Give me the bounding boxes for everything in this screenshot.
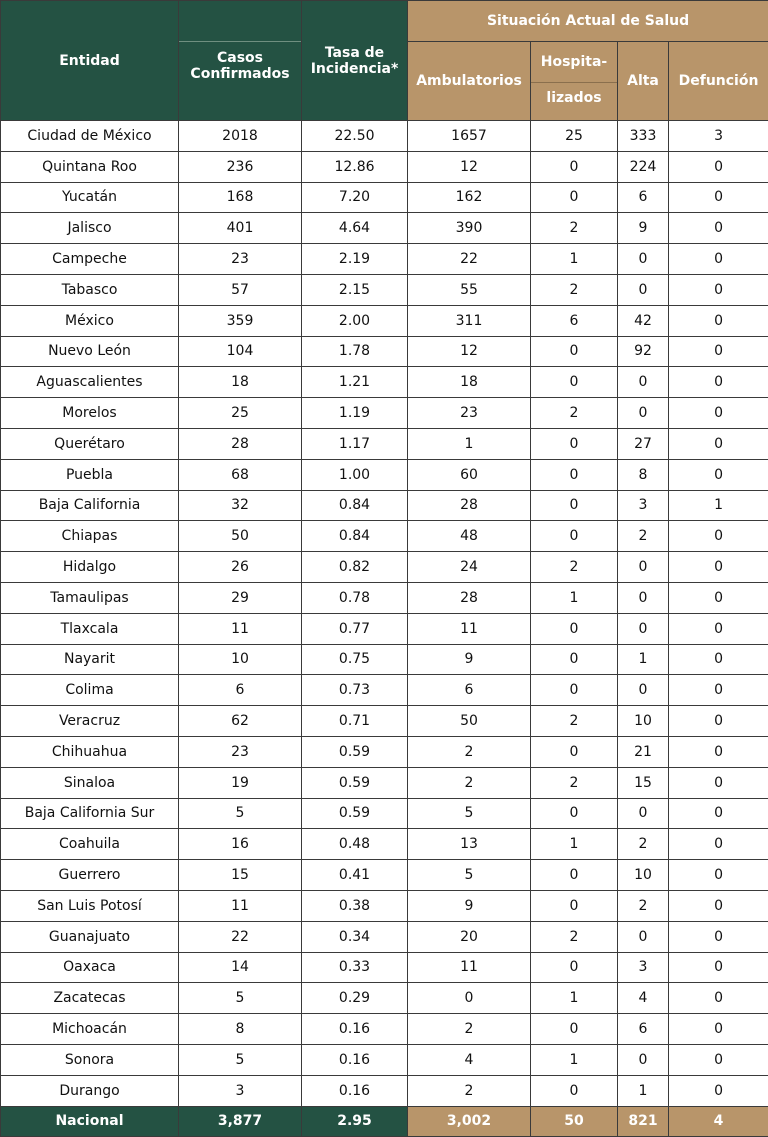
table-footer (1, 1106, 768, 1136)
cell-alta: 6 (618, 1014, 669, 1045)
cell-alta: 2 (618, 829, 669, 860)
cell-defuncion: 0 (669, 305, 768, 336)
table-row (1, 829, 768, 860)
cell-entidad: Oaxaca (1, 952, 179, 983)
cell-casos: 168 (179, 182, 302, 213)
cell-casos: 401 (179, 213, 302, 244)
cell-casos: 25 (179, 398, 302, 429)
cell-tasa: 0.16 (302, 1044, 408, 1075)
cell-ambulatorios: 9 (408, 890, 531, 921)
table-row (1, 952, 768, 983)
cell-alta: 21 (618, 736, 669, 767)
cell-alta: 0 (618, 367, 669, 398)
cell-alta: 15 (618, 767, 669, 798)
cell-ambulatorios: 12 (408, 151, 531, 182)
cell-alta: 1 (618, 1075, 669, 1106)
cell-tasa: 0.77 (302, 613, 408, 644)
cell-casos: 68 (179, 459, 302, 490)
cell-casos: 5 (179, 1044, 302, 1075)
table-row (1, 182, 768, 213)
cell-casos: 6 (179, 675, 302, 706)
cell-tasa: 1.00 (302, 459, 408, 490)
header-hospitalizados (531, 42, 618, 121)
cell-defuncion: 0 (669, 1044, 768, 1075)
cell-tasa: 1.78 (302, 336, 408, 367)
cell-tasa: 0.34 (302, 921, 408, 952)
cell-hospitalizados: 2 (531, 552, 618, 583)
cell-hospitalizados: 1 (531, 983, 618, 1014)
total-row (1, 1106, 768, 1136)
cell-ambulatorios: 11 (408, 952, 531, 983)
table-row (1, 428, 768, 459)
cell-ambulatorios: 2 (408, 767, 531, 798)
cell-alta: 0 (618, 274, 669, 305)
cell-tasa: 7.20 (302, 182, 408, 213)
cell-alta: 9 (618, 213, 669, 244)
cell-tasa: 0.59 (302, 798, 408, 829)
cell-hospitalizados: 0 (531, 736, 618, 767)
cell-ambulatorios: 6 (408, 675, 531, 706)
cell-hospitalizados: 0 (531, 890, 618, 921)
cell-tasa: 0.38 (302, 890, 408, 921)
cell-casos: 50 (179, 521, 302, 552)
cell-entidad: Guerrero (1, 860, 179, 891)
cell-entidad: Durango (1, 1075, 179, 1106)
table-header (1, 1, 768, 121)
cell-hospitalizados: 0 (531, 336, 618, 367)
table-row (1, 459, 768, 490)
total-defuncion: 4 (669, 1106, 768, 1136)
cell-alta: 92 (618, 336, 669, 367)
cell-defuncion: 0 (669, 459, 768, 490)
cell-defuncion: 0 (669, 274, 768, 305)
cell-alta: 0 (618, 552, 669, 583)
cell-alta: 2 (618, 521, 669, 552)
cell-hospitalizados: 0 (531, 521, 618, 552)
cell-hospitalizados: 0 (531, 151, 618, 182)
table-row (1, 521, 768, 552)
table-row (1, 552, 768, 583)
cell-entidad: Jalisco (1, 213, 179, 244)
cell-hospitalizados: 2 (531, 767, 618, 798)
total-hospitalizados: 50 (531, 1106, 618, 1136)
cell-casos: 236 (179, 151, 302, 182)
cell-tasa: 0.75 (302, 644, 408, 675)
cell-hospitalizados: 0 (531, 613, 618, 644)
cell-casos: 359 (179, 305, 302, 336)
total-tasa: 2.95 (302, 1106, 408, 1136)
cell-tasa: 0.59 (302, 736, 408, 767)
cell-alta: 1 (618, 644, 669, 675)
cell-defuncion: 0 (669, 521, 768, 552)
cell-defuncion: 0 (669, 644, 768, 675)
cell-defuncion: 0 (669, 921, 768, 952)
cell-ambulatorios: 18 (408, 367, 531, 398)
cell-hospitalizados: 1 (531, 1044, 618, 1075)
cell-tasa: 4.64 (302, 213, 408, 244)
cell-defuncion: 0 (669, 952, 768, 983)
header-hosp-part1: Hospita- (531, 42, 617, 82)
cell-entidad: Sinaloa (1, 767, 179, 798)
cell-defuncion: 0 (669, 428, 768, 459)
table-row (1, 675, 768, 706)
cell-casos: 29 (179, 582, 302, 613)
cell-defuncion: 0 (669, 336, 768, 367)
cell-alta: 0 (618, 244, 669, 275)
cell-alta: 27 (618, 428, 669, 459)
cell-alta: 0 (618, 613, 669, 644)
cell-tasa: 2.15 (302, 274, 408, 305)
cell-alta: 0 (618, 1044, 669, 1075)
cell-defuncion: 0 (669, 1014, 768, 1045)
cell-defuncion: 0 (669, 798, 768, 829)
cell-entidad: Veracruz (1, 706, 179, 737)
cell-ambulatorios: 60 (408, 459, 531, 490)
cell-ambulatorios: 1657 (408, 121, 531, 152)
cell-defuncion: 0 (669, 860, 768, 891)
cell-ambulatorios: 4 (408, 1044, 531, 1075)
cell-entidad: Hidalgo (1, 552, 179, 583)
cell-hospitalizados: 0 (531, 798, 618, 829)
cell-defuncion: 0 (669, 890, 768, 921)
cell-ambulatorios: 24 (408, 552, 531, 583)
cell-tasa: 22.50 (302, 121, 408, 152)
cell-casos: 23 (179, 244, 302, 275)
cell-alta: 0 (618, 798, 669, 829)
cell-hospitalizados: 0 (531, 952, 618, 983)
cell-alta: 8 (618, 459, 669, 490)
table-row (1, 367, 768, 398)
cell-tasa: 0.84 (302, 490, 408, 521)
cell-defuncion: 0 (669, 613, 768, 644)
cell-defuncion: 3 (669, 121, 768, 152)
cell-defuncion: 0 (669, 244, 768, 275)
cell-alta: 42 (618, 305, 669, 336)
cell-tasa: 0.48 (302, 829, 408, 860)
cell-alta: 0 (618, 582, 669, 613)
cell-hospitalizados: 0 (531, 644, 618, 675)
cell-casos: 8 (179, 1014, 302, 1045)
total-entidad: Nacional (1, 1106, 179, 1136)
table-row (1, 274, 768, 305)
cell-casos: 16 (179, 829, 302, 860)
cell-defuncion: 0 (669, 213, 768, 244)
cell-tasa: 1.21 (302, 367, 408, 398)
cell-hospitalizados: 2 (531, 398, 618, 429)
cell-entidad: Baja California Sur (1, 798, 179, 829)
table-row (1, 490, 768, 521)
cell-entidad: San Luis Potosí (1, 890, 179, 921)
total-alta: 821 (618, 1106, 669, 1136)
total-casos: 3,877 (179, 1106, 302, 1136)
table-row (1, 336, 768, 367)
cell-alta: 6 (618, 182, 669, 213)
cell-casos: 62 (179, 706, 302, 737)
cell-casos: 11 (179, 890, 302, 921)
cell-entidad: Michoacán (1, 1014, 179, 1045)
table-row (1, 983, 768, 1014)
cell-ambulatorios: 55 (408, 274, 531, 305)
cell-hospitalizados: 1 (531, 829, 618, 860)
table-row (1, 151, 768, 182)
cell-defuncion: 0 (669, 983, 768, 1014)
cell-entidad: Coahuila (1, 829, 179, 860)
cell-casos: 14 (179, 952, 302, 983)
cell-tasa: 0.33 (302, 952, 408, 983)
cell-ambulatorios: 2 (408, 1014, 531, 1045)
cell-alta: 0 (618, 921, 669, 952)
header-hosp-part2: lizados (531, 82, 617, 113)
cell-hospitalizados: 0 (531, 675, 618, 706)
cell-tasa: 0.29 (302, 983, 408, 1014)
table-row (1, 121, 768, 152)
cell-ambulatorios: 5 (408, 860, 531, 891)
cell-defuncion: 0 (669, 151, 768, 182)
cell-entidad: Ciudad de México (1, 121, 179, 152)
header-defuncion: Defunción (669, 42, 768, 121)
table-row (1, 860, 768, 891)
cell-ambulatorios: 22 (408, 244, 531, 275)
cell-casos: 5 (179, 983, 302, 1014)
table-row (1, 644, 768, 675)
cell-hospitalizados: 0 (531, 1014, 618, 1045)
cell-hospitalizados: 0 (531, 459, 618, 490)
cell-alta: 2 (618, 890, 669, 921)
cell-casos: 23 (179, 736, 302, 767)
cell-defuncion: 0 (669, 1075, 768, 1106)
cell-defuncion: 0 (669, 706, 768, 737)
cell-hospitalizados: 0 (531, 490, 618, 521)
cell-tasa: 12.86 (302, 151, 408, 182)
cell-defuncion: 0 (669, 182, 768, 213)
table-row (1, 582, 768, 613)
table-row (1, 736, 768, 767)
cell-casos: 10 (179, 644, 302, 675)
header-ambulatorios: Ambulatorios (408, 42, 531, 121)
cell-ambulatorios: 23 (408, 398, 531, 429)
table-row (1, 1044, 768, 1075)
header-tasa-incidencia: Tasa de Incidencia* (302, 1, 408, 121)
cell-ambulatorios: 12 (408, 336, 531, 367)
cell-ambulatorios: 390 (408, 213, 531, 244)
cell-tasa: 0.59 (302, 767, 408, 798)
cell-entidad: Chihuahua (1, 736, 179, 767)
table-row (1, 213, 768, 244)
table-row (1, 244, 768, 275)
cell-entidad: Nayarit (1, 644, 179, 675)
cell-casos: 32 (179, 490, 302, 521)
header-alta: Alta (618, 42, 669, 121)
cell-tasa: 0.71 (302, 706, 408, 737)
cell-casos: 11 (179, 613, 302, 644)
cell-alta: 10 (618, 860, 669, 891)
cell-hospitalizados: 0 (531, 367, 618, 398)
cell-ambulatorios: 28 (408, 490, 531, 521)
cell-hospitalizados: 2 (531, 921, 618, 952)
cell-entidad: Yucatán (1, 182, 179, 213)
cell-entidad: Sonora (1, 1044, 179, 1075)
cell-hospitalizados: 0 (531, 1075, 618, 1106)
cell-alta: 333 (618, 121, 669, 152)
cell-tasa: 0.16 (302, 1014, 408, 1045)
cell-alta: 3 (618, 490, 669, 521)
cell-entidad: Tabasco (1, 274, 179, 305)
cell-entidad: Nuevo León (1, 336, 179, 367)
cell-casos: 26 (179, 552, 302, 583)
cell-entidad: Guanajuato (1, 921, 179, 952)
cell-ambulatorios: 0 (408, 983, 531, 1014)
table-row (1, 706, 768, 737)
cell-casos: 3 (179, 1075, 302, 1106)
cell-alta: 0 (618, 675, 669, 706)
cell-casos: 57 (179, 274, 302, 305)
cell-entidad: Querétaro (1, 428, 179, 459)
table-row (1, 921, 768, 952)
cell-casos: 104 (179, 336, 302, 367)
cell-ambulatorios: 2 (408, 736, 531, 767)
cell-alta: 4 (618, 983, 669, 1014)
header-casos-confirmados (179, 1, 302, 121)
cell-alta: 10 (618, 706, 669, 737)
cell-casos: 18 (179, 367, 302, 398)
table-row (1, 1014, 768, 1045)
cell-entidad: Chiapas (1, 521, 179, 552)
cell-defuncion: 0 (669, 767, 768, 798)
cell-hospitalizados: 0 (531, 860, 618, 891)
cell-entidad: Tlaxcala (1, 613, 179, 644)
cell-tasa: 2.00 (302, 305, 408, 336)
cell-ambulatorios: 50 (408, 706, 531, 737)
cell-ambulatorios: 5 (408, 798, 531, 829)
cell-entidad: Morelos (1, 398, 179, 429)
cell-alta: 0 (618, 398, 669, 429)
cell-hospitalizados: 0 (531, 182, 618, 213)
cell-defuncion: 0 (669, 675, 768, 706)
cell-hospitalizados: 25 (531, 121, 618, 152)
cell-defuncion: 1 (669, 490, 768, 521)
cell-tasa: 2.19 (302, 244, 408, 275)
cell-defuncion: 0 (669, 552, 768, 583)
table-row (1, 798, 768, 829)
table-row (1, 398, 768, 429)
total-ambulatorios: 3,002 (408, 1106, 531, 1136)
cell-entidad: Zacatecas (1, 983, 179, 1014)
cell-tasa: 0.41 (302, 860, 408, 891)
cell-hospitalizados: 1 (531, 582, 618, 613)
cell-hospitalizados: 6 (531, 305, 618, 336)
header-casos-label: Casos Confirmados (179, 41, 301, 91)
cell-casos: 22 (179, 921, 302, 952)
cell-defuncion: 0 (669, 398, 768, 429)
cell-entidad: Puebla (1, 459, 179, 490)
cell-hospitalizados: 2 (531, 213, 618, 244)
table-row (1, 1075, 768, 1106)
cell-ambulatorios: 2 (408, 1075, 531, 1106)
cell-casos: 5 (179, 798, 302, 829)
cell-ambulatorios: 11 (408, 613, 531, 644)
cell-alta: 224 (618, 151, 669, 182)
table-row (1, 767, 768, 798)
cell-entidad: Aguascalientes (1, 367, 179, 398)
cell-ambulatorios: 28 (408, 582, 531, 613)
cell-ambulatorios: 48 (408, 521, 531, 552)
cell-entidad: Tamaulipas (1, 582, 179, 613)
cell-tasa: 0.78 (302, 582, 408, 613)
cell-defuncion: 0 (669, 736, 768, 767)
cell-defuncion: 0 (669, 582, 768, 613)
header-entidad: Entidad (1, 1, 179, 121)
cell-ambulatorios: 9 (408, 644, 531, 675)
cell-entidad: México (1, 305, 179, 336)
cell-tasa: 0.73 (302, 675, 408, 706)
cell-tasa: 1.17 (302, 428, 408, 459)
cell-defuncion: 0 (669, 829, 768, 860)
table-row (1, 305, 768, 336)
cell-ambulatorios: 162 (408, 182, 531, 213)
cell-ambulatorios: 311 (408, 305, 531, 336)
cell-casos: 19 (179, 767, 302, 798)
cell-entidad: Colima (1, 675, 179, 706)
cell-hospitalizados: 0 (531, 428, 618, 459)
cell-casos: 28 (179, 428, 302, 459)
cell-defuncion: 0 (669, 367, 768, 398)
cell-alta: 3 (618, 952, 669, 983)
cell-hospitalizados: 2 (531, 706, 618, 737)
table-row (1, 890, 768, 921)
cell-ambulatorios: 20 (408, 921, 531, 952)
cell-casos: 15 (179, 860, 302, 891)
cell-ambulatorios: 1 (408, 428, 531, 459)
table-row (1, 613, 768, 644)
cell-tasa: 1.19 (302, 398, 408, 429)
cell-entidad: Baja California (1, 490, 179, 521)
cell-entidad: Quintana Roo (1, 151, 179, 182)
cell-hospitalizados: 1 (531, 244, 618, 275)
cell-tasa: 0.16 (302, 1075, 408, 1106)
cell-casos: 2018 (179, 121, 302, 152)
cell-tasa: 0.84 (302, 521, 408, 552)
cell-hospitalizados: 2 (531, 274, 618, 305)
header-situacion-actual: Situación Actual de Salud (408, 1, 768, 42)
cell-tasa: 0.82 (302, 552, 408, 583)
cell-entidad: Campeche (1, 244, 179, 275)
table-body (1, 121, 768, 1107)
cell-ambulatorios: 13 (408, 829, 531, 860)
